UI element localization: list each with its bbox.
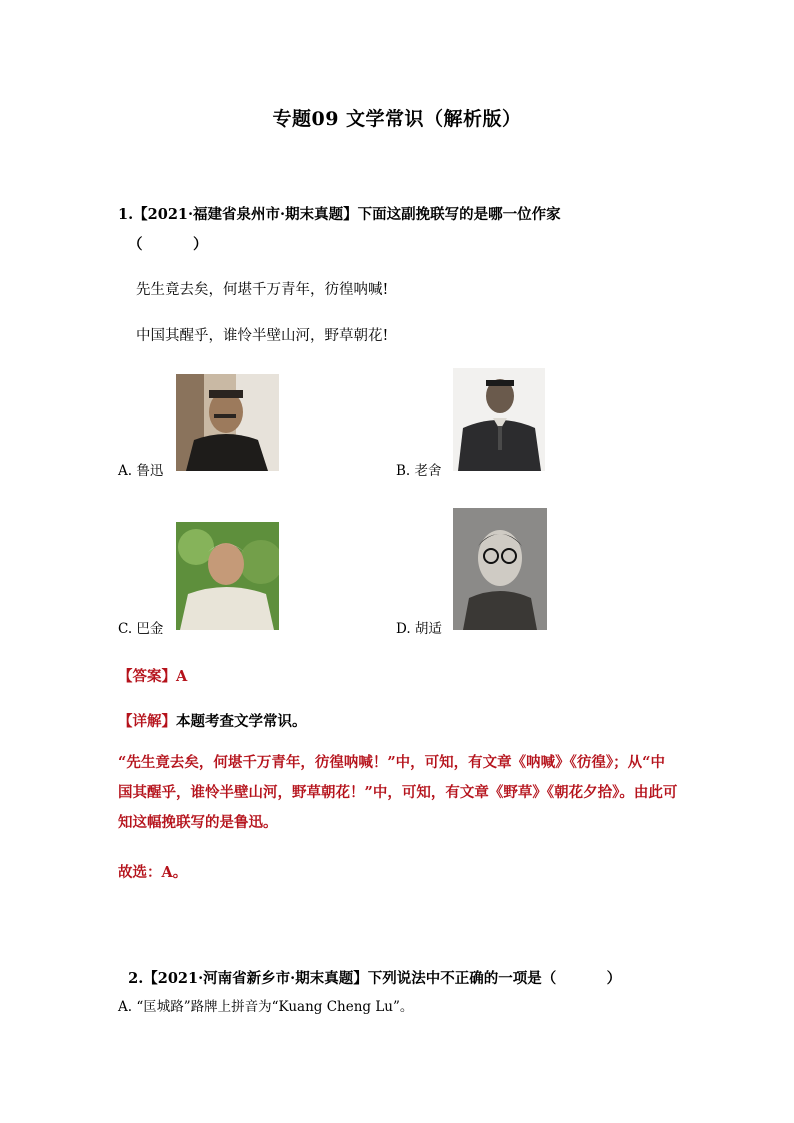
answer-blank: （ ）: [128, 236, 208, 253]
portrait-image-c: [176, 522, 279, 630]
detail-line: [118, 710, 307, 731]
q2-option-a: A. “匡城路”路牌上拼音为“Kuang Cheng Lu”。: [118, 999, 414, 1015]
question-source: 【2021·福建省泉州市·期末真题】: [133, 206, 358, 223]
question-source: 【2021·河南省新乡市·期末真题】: [143, 970, 368, 987]
answer-tag: 【答案】: [118, 668, 176, 685]
couplet-line-1: 先生竟去矣，何堪千万青年，彷徨呐喊!: [136, 282, 389, 298]
question-stem: 下列说法中不正确的一项是（ ）: [367, 970, 622, 987]
option-d: D. 胡适: [396, 621, 442, 637]
detail-text: 本题考查文学常识。: [176, 713, 307, 730]
question-2: [118, 950, 621, 988]
detail-tag: 【详解】: [118, 713, 176, 730]
question-number: 2.: [128, 970, 144, 987]
option-a: A. 鲁迅: [118, 463, 164, 479]
question-stem: 下面这副挽联写的是哪一位作家: [357, 206, 561, 223]
portrait-image-d: [453, 508, 547, 630]
question-1: [118, 203, 561, 224]
page-title: 专题09 文学常识（解析版）: [272, 108, 522, 130]
choice-line: 故选：A。: [118, 864, 188, 881]
option-c: C. 巴金: [118, 621, 164, 637]
portrait-image-a: [176, 374, 279, 471]
portrait-image-b: [453, 368, 545, 471]
answer-value: A: [176, 668, 188, 685]
option-b: B. 老舍: [396, 463, 442, 479]
couplet-line-2: 中国其醒乎，谁怜半壁山河，野草朝花!: [136, 328, 389, 344]
question-number: 1.: [118, 206, 134, 223]
answer-line: [118, 665, 187, 686]
explanation-paragraph: “先生竟去矣，何堪千万青年，彷徨呐喊！”中，可知，有文章《呐喊》《彷徨》；从“中国其醒乎，谁怜半壁山河，野草朝花！”中，可知，有文章《野草》《朝花夕拾》。由此可知这幅挽联写的是鲁迅。: [118, 754, 678, 831]
